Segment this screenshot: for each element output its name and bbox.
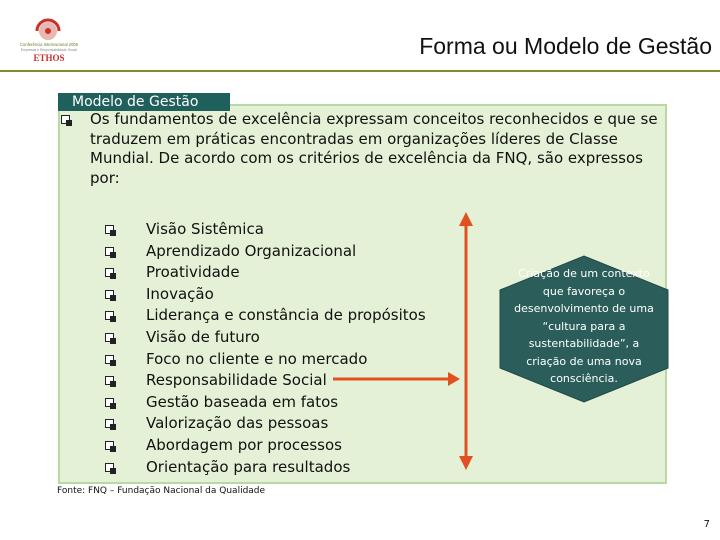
callout-text: Criação de um contexto que favoreça o desenvolvimento de uma “cultura para a sustentabilidade”, a criação de uma nova consciência. (514, 267, 654, 385)
page-number: 7 (703, 519, 710, 530)
list-item-label: Visão de futuro (146, 327, 260, 346)
list-item-label: Liderança e constância de propósitos (146, 306, 426, 325)
logo-line1: Conferência Internacional 2006 (19, 42, 79, 47)
list-item (105, 327, 465, 349)
title-divider (0, 70, 720, 72)
checkbox-bullet-icon (105, 355, 114, 364)
checkbox-bullet-icon (105, 398, 114, 407)
intro-paragraph (61, 110, 661, 188)
checkbox-bullet-icon (105, 225, 114, 234)
checkbox-bullet-icon (105, 376, 114, 385)
ethos-logo (6, 18, 92, 66)
list-item-label: Inovação (146, 284, 214, 303)
checkbox-bullet-icon (105, 419, 114, 428)
checkbox-bullet-icon (105, 333, 114, 342)
slide-title: Forma ou Modelo de Gestão (419, 33, 712, 59)
list-item (105, 241, 465, 263)
list-item (105, 435, 465, 457)
list-item-label: Orientação para resultados (146, 457, 351, 476)
list-item-label: Abordagem por processos (146, 435, 342, 454)
source-footnote: Fonte: FNQ – Fundação Nacional da Qualidade (57, 486, 266, 496)
list-item-label: Gestão baseada em fatos (146, 392, 339, 411)
list-item-label: Aprendizado Organizacional (146, 241, 357, 260)
checkbox-bullet-icon (105, 268, 114, 277)
list-item (105, 284, 465, 306)
checkbox-bullet-icon (105, 441, 114, 450)
list-item (105, 457, 465, 479)
list-item-label: Proatividade (146, 263, 240, 282)
list-item (105, 413, 465, 435)
list-item (105, 262, 465, 284)
checkbox-bullet-icon (105, 311, 114, 320)
list-item (105, 392, 465, 414)
fundamentals-list (105, 219, 465, 478)
intro-text: Os fundamentos de excelência expressam conceitos reconhecidos e que se traduzem em práticas encontradas em organizações líderes de Classe Mundial. De acordo com os critérios de excelência da FNQ, são expressos por: (90, 110, 658, 187)
checkbox-bullet-icon (105, 463, 114, 472)
logo-line2: Empresas e Responsabilidade Social (20, 48, 78, 52)
checkbox-bullet-icon (61, 115, 70, 124)
checkbox-bullet-icon (105, 290, 114, 299)
section-label: Modelo de Gestão (58, 93, 230, 111)
list-item-label: Valorização das pessoas (146, 414, 329, 433)
list-item (105, 305, 465, 327)
list-item-label: Responsabilidade Social (146, 371, 327, 390)
logo-brand: ETHOS (33, 53, 65, 63)
list-item (105, 370, 465, 392)
list-item-label: Foco no cliente e no mercado (146, 349, 368, 368)
list-item (105, 219, 465, 241)
list-item-label: Visão Sistêmica (146, 220, 264, 238)
list-item (105, 349, 465, 371)
checkbox-bullet-icon (105, 247, 114, 256)
